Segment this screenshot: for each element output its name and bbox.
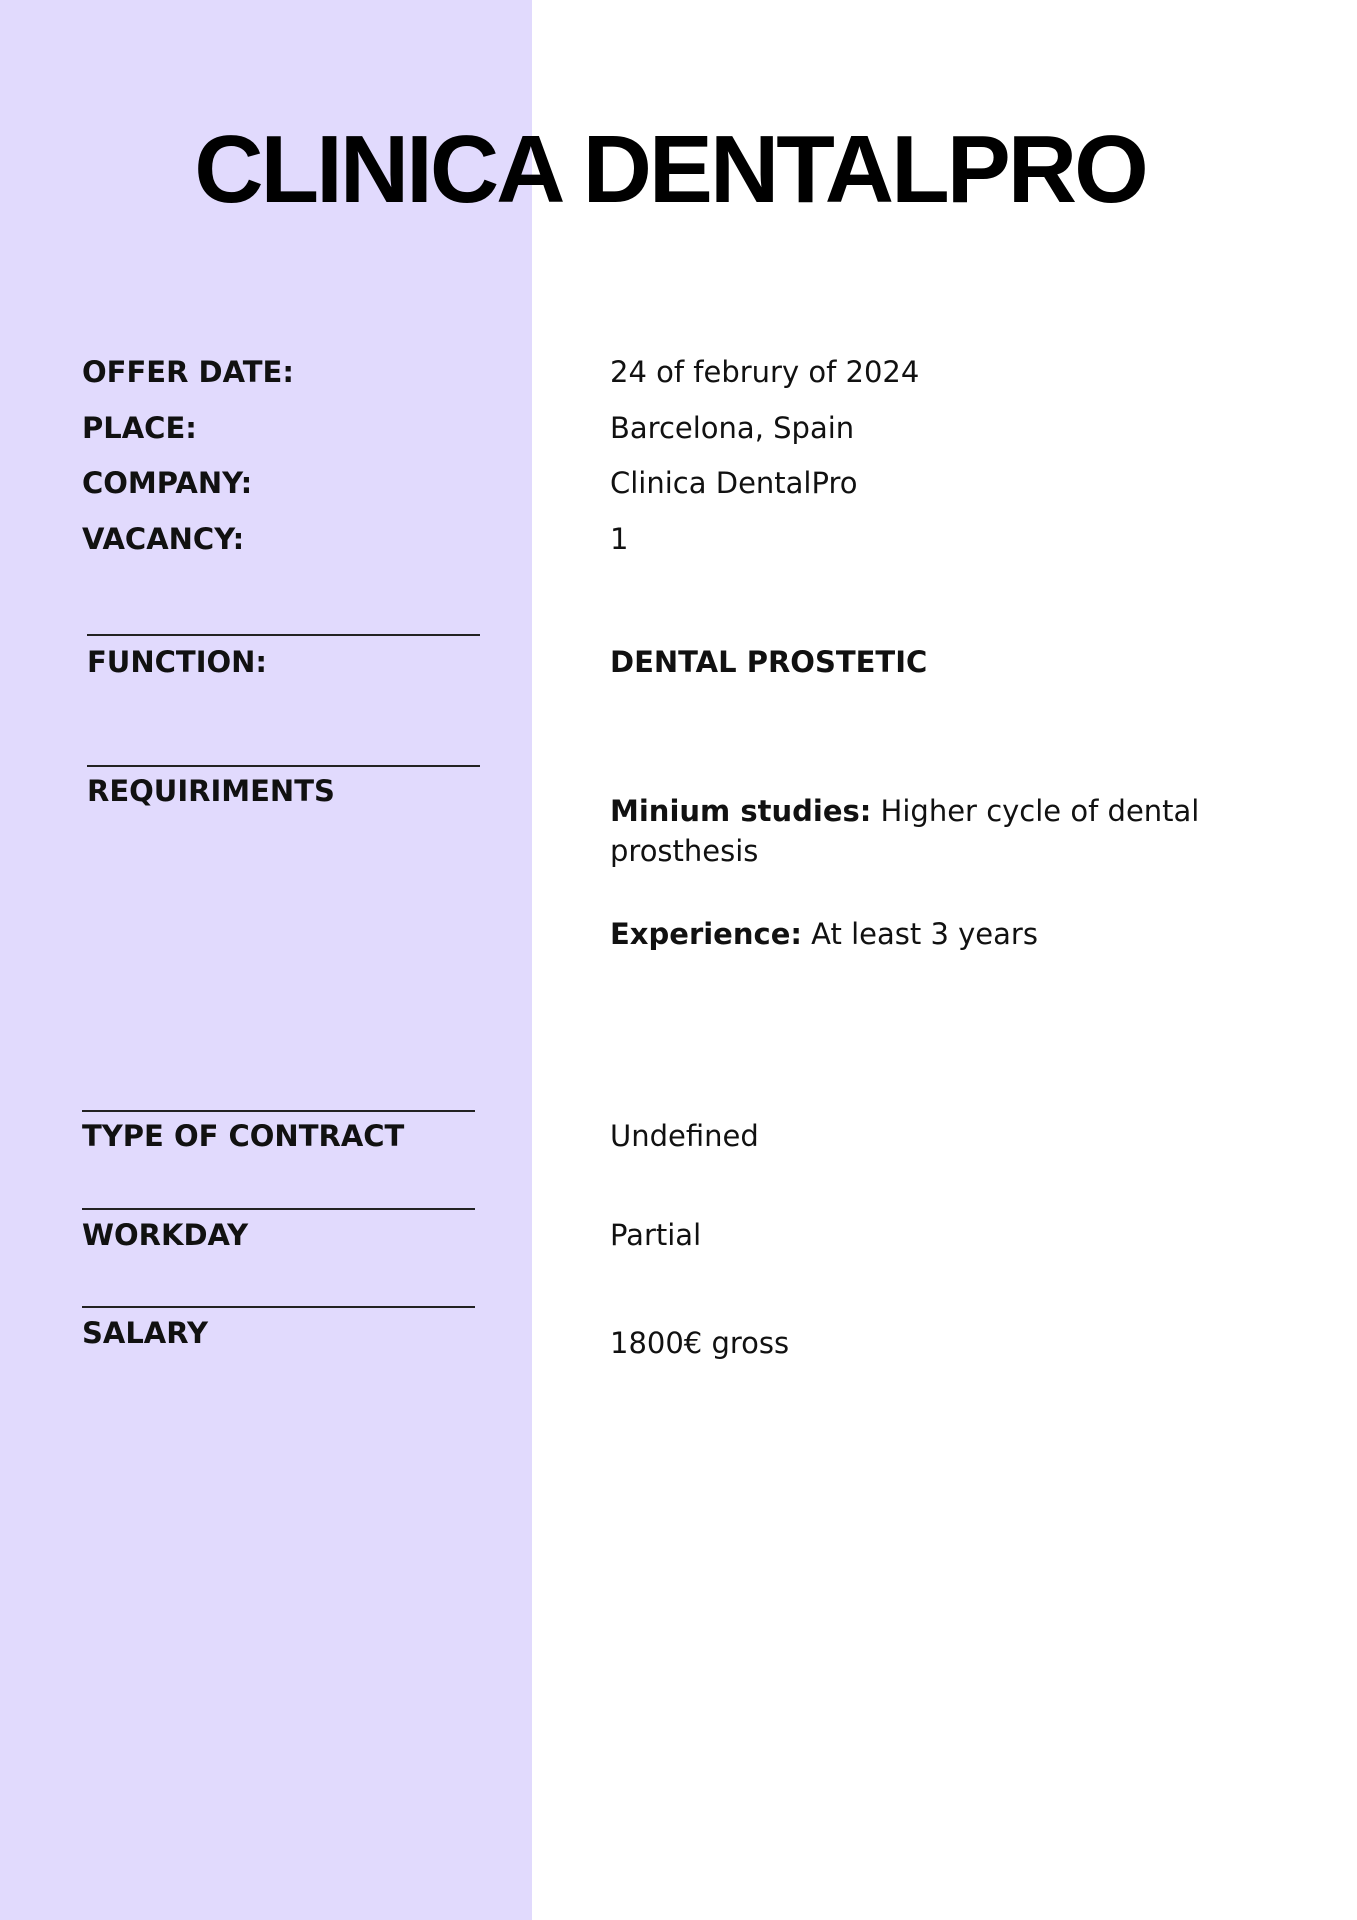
experience-label: Experience: (610, 917, 802, 951)
place-label: PLACE: (82, 411, 197, 445)
vacancy-label: VACANCY: (82, 522, 245, 556)
workday-label: WORKDAY (82, 1218, 249, 1252)
contract-value: Undefined (610, 1119, 759, 1153)
divider (87, 634, 480, 636)
requirement-studies (610, 791, 1230, 871)
function-value: DENTAL PROSTETIC (610, 645, 928, 679)
company-label: COMPANY: (82, 466, 253, 500)
divider (87, 765, 480, 767)
offer-date-value: 24 of februry of 2024 (610, 355, 920, 389)
salary-label: SALARY (82, 1316, 208, 1350)
contract-label: TYPE OF CONTRACT (82, 1119, 405, 1153)
divider (82, 1208, 475, 1210)
offer-date-label: OFFER DATE: (82, 355, 294, 389)
place-value: Barcelona, Spain (610, 411, 855, 445)
side-panel (0, 0, 532, 1920)
page-title: CLINICA DENTALPRO (194, 116, 1146, 223)
divider (82, 1306, 475, 1308)
studies-label: Minium studies: (610, 794, 872, 828)
function-label: FUNCTION: (87, 645, 268, 679)
studies-value: Higher cycle of dental prosthesis (610, 794, 1200, 868)
requirement-experience (610, 914, 1230, 954)
vacancy-value: 1 (610, 522, 629, 556)
company-value: Clinica DentalPro (610, 466, 858, 500)
experience-value: At least 3 years (801, 917, 1038, 951)
workday-value: Partial (610, 1218, 702, 1252)
divider (82, 1110, 475, 1112)
requirements-label: REQUIRIMENTS (87, 774, 335, 808)
salary-value: 1800€ gross (610, 1326, 790, 1360)
